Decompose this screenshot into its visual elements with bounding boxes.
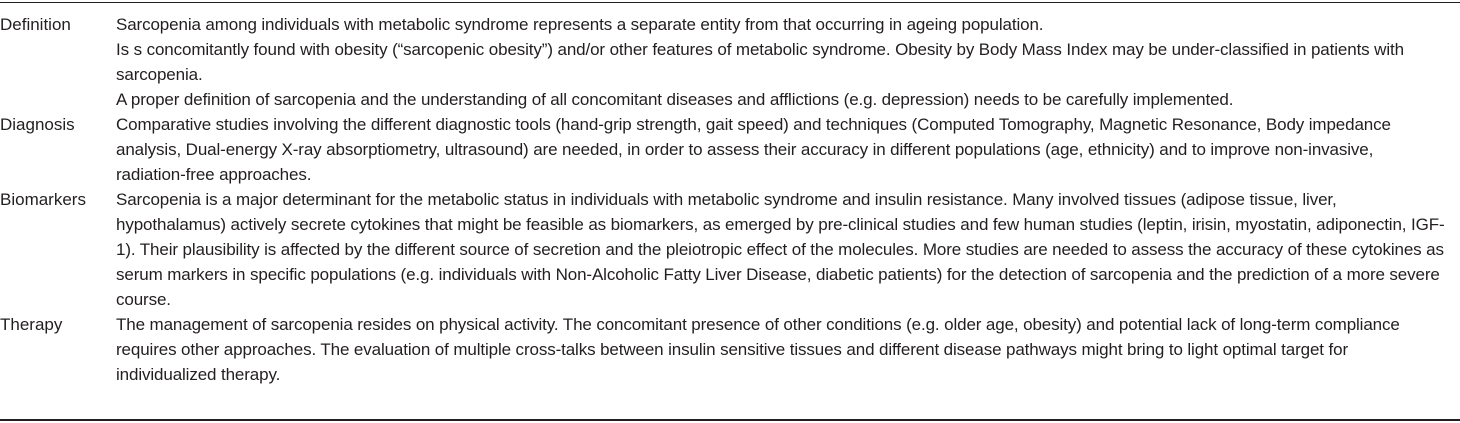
table-row-therapy	[0, 312, 1460, 387]
definition-paragraph-3: A proper definition of sarcopenia and the understanding of all concomitant diseases and afflictions (e.g. depression) needs to be carefully implemented.	[116, 90, 1234, 109]
row-label-definition: Definition	[0, 15, 71, 34]
table-row-diagnosis	[0, 112, 1460, 187]
row-label-therapy: Therapy	[0, 315, 63, 334]
therapy-paragraph-1: The management of sarcopenia resides on physical activity. The concomitant presence of other conditions (e.g. older age, obesity) and potential lack of long-term compliance requires other approaches. The evaluation of multiple cross-talks between insulin sensitive tissues and different disease pathways might bring to light optimal target for individualized therapy.	[116, 315, 1400, 384]
definition-paragraph-2: Is s concomitantly found with obesity (“sarcopenic obesity”) and/or other features of metabolic syndrome. Obesity by Body Mass Index may be under-classified in patients with sarcopenia.	[116, 40, 1404, 84]
row-content-biomarkers	[116, 187, 1446, 312]
row-label-diagnosis: Diagnosis	[0, 115, 75, 134]
table	[0, 12, 1460, 387]
row-label-biomarkers: Biomarkers	[0, 190, 86, 209]
table-row-definition	[0, 12, 1460, 112]
definition-paragraph-1: Sarcopenia among individuals with metabolic syndrome represents a separate entity from that occurring in ageing population.	[116, 15, 1044, 34]
biomarkers-paragraph-1: Sarcopenia is a major determinant for the metabolic status in individuals with metabolic syndrome and insulin resistance. Many involved tissues (adipose tissue, liver, hypothalamus) actively secrete cytokines that might be feasible as biomarkers, as emerged by pre-clinical studies and few human studies (leptin, irisin, myostatin, adiponectin, IGF-1). Their plausibility is affected by the different source of secretion and the pleiotropic effect of the molecules. More studies are needed to assess the accuracy of these cytokines as serum markers in specific populations (e.g. individuals with Non-Alcoholic Fatty Liver Disease, diabetic patients) for the detection of sarcopenia and the prediction of a more severe course.	[116, 190, 1445, 309]
row-content-therapy	[116, 312, 1446, 387]
diagnosis-paragraph-1: Comparative studies involving the different diagnostic tools (hand-grip strength, gait speed) and techniques (Computed Tomography, Magnetic Resonance, Body impedance analysis, Dual-energy X-ray absorptiometry, ultrasound) are needed, in order to assess their accuracy in different populations (age, ethnicity) and to improve non-invasive, radiation-free approaches.	[116, 115, 1391, 184]
row-content-definition	[116, 12, 1446, 112]
table-row-biomarkers	[0, 187, 1460, 312]
table-top-rule	[0, 2, 1460, 3]
row-content-diagnosis	[116, 112, 1446, 187]
table-bottom-rule	[0, 419, 1460, 421]
